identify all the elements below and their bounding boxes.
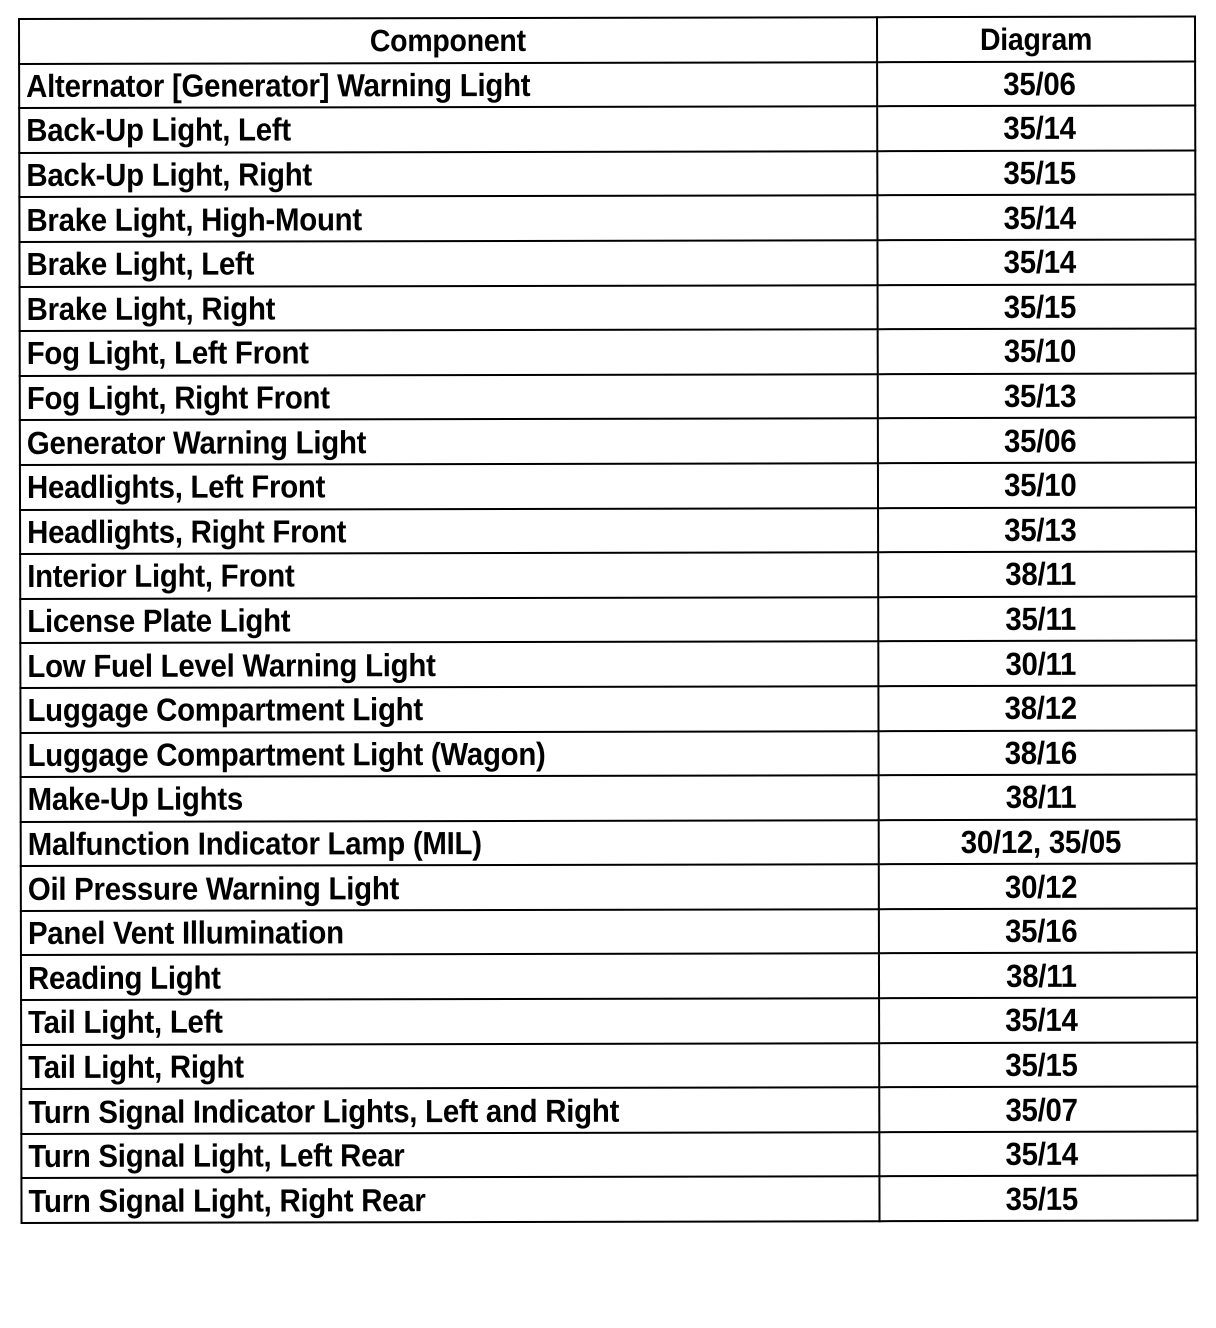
diagram-reference: 38/16 bbox=[1004, 734, 1077, 771]
table-row bbox=[21, 775, 1197, 822]
table-body bbox=[19, 61, 1197, 1223]
table-row bbox=[20, 373, 1196, 420]
cell-diagram bbox=[878, 329, 1196, 374]
cell-diagram bbox=[879, 953, 1197, 998]
diagram-reference: 35/13 bbox=[1003, 511, 1077, 548]
cell-component bbox=[21, 909, 879, 955]
component-name: Turn Signal Indicator Lights, Left and Right bbox=[28, 1092, 620, 1130]
diagram-reference: 35/06 bbox=[1003, 422, 1077, 459]
table-row bbox=[21, 908, 1197, 955]
table-row bbox=[19, 195, 1195, 242]
component-name: Turn Signal Light, Right Rear bbox=[28, 1181, 426, 1219]
table-row bbox=[19, 240, 1195, 287]
cell-diagram bbox=[877, 195, 1195, 240]
cell-component bbox=[20, 642, 878, 688]
cell-diagram bbox=[879, 998, 1197, 1043]
component-name: Interior Light, Front bbox=[27, 557, 295, 595]
cell-component bbox=[19, 240, 877, 286]
cell-diagram bbox=[879, 819, 1197, 864]
diagram-reference: 35/16 bbox=[1004, 912, 1078, 950]
cell-component bbox=[21, 1177, 879, 1223]
cell-diagram bbox=[878, 730, 1196, 775]
cell-component bbox=[21, 864, 879, 910]
diagram-reference: 30/12 bbox=[1004, 868, 1078, 905]
table-row bbox=[21, 1176, 1197, 1223]
table-row bbox=[21, 998, 1197, 1045]
cell-diagram bbox=[878, 418, 1196, 463]
table-row bbox=[20, 284, 1196, 331]
diagram-reference: 35/14 bbox=[1003, 110, 1076, 147]
cell-component bbox=[20, 597, 878, 643]
component-name: Headlights, Left Front bbox=[26, 468, 326, 506]
component-name: Oil Pressure Warning Light bbox=[27, 869, 400, 907]
cell-component bbox=[21, 954, 879, 1000]
cell-component bbox=[20, 285, 878, 331]
component-diagram-table bbox=[18, 16, 1199, 1224]
cell-diagram bbox=[879, 1131, 1197, 1176]
table-row bbox=[21, 1087, 1197, 1134]
component-name: Luggage Compartment Light bbox=[27, 691, 423, 729]
cell-diagram bbox=[879, 775, 1197, 820]
column-header-diagram-label: Diagram bbox=[979, 21, 1093, 57]
cell-diagram bbox=[878, 685, 1196, 730]
cell-diagram bbox=[877, 106, 1195, 151]
table-row bbox=[20, 552, 1196, 599]
diagram-reference: 35/14 bbox=[1004, 1002, 1078, 1039]
diagram-reference: 35/15 bbox=[1005, 1180, 1078, 1217]
cell-component bbox=[20, 508, 878, 554]
cell-diagram bbox=[879, 908, 1197, 953]
column-header-diagram bbox=[877, 17, 1195, 62]
cell-diagram bbox=[877, 61, 1195, 106]
component-name: Brake Light, High-Mount bbox=[26, 200, 362, 238]
table-row bbox=[20, 730, 1196, 777]
component-name: Headlights, Right Front bbox=[27, 513, 347, 550]
table-row bbox=[20, 329, 1196, 376]
diagram-reference: 35/14 bbox=[1003, 244, 1076, 281]
cell-component bbox=[21, 1132, 879, 1178]
table-row bbox=[19, 61, 1195, 108]
table-row bbox=[21, 819, 1197, 866]
cell-component bbox=[20, 374, 878, 420]
table-row bbox=[20, 685, 1196, 732]
table-row bbox=[21, 1042, 1197, 1089]
table-row bbox=[20, 641, 1196, 688]
component-name: Malfunction Indicator Lamp (MIL) bbox=[27, 825, 482, 862]
table-row bbox=[20, 462, 1196, 509]
cell-diagram bbox=[879, 1176, 1197, 1221]
diagram-reference: 35/11 bbox=[1004, 600, 1076, 637]
table-row bbox=[21, 864, 1197, 911]
diagram-reference: 30/12, 35/05 bbox=[960, 823, 1121, 861]
diagram-reference: 35/13 bbox=[1003, 377, 1076, 414]
column-header-component-label: Component bbox=[370, 22, 527, 59]
component-name: Back-Up Light, Right bbox=[26, 156, 312, 194]
diagram-reference: 38/12 bbox=[1004, 689, 1077, 727]
diagram-reference: 35/14 bbox=[1005, 1135, 1078, 1173]
component-name: Low Fuel Level Warning Light bbox=[27, 646, 436, 684]
component-name: Panel Vent Illumination bbox=[27, 914, 344, 952]
cell-component bbox=[20, 731, 878, 777]
cell-diagram bbox=[877, 150, 1195, 195]
cell-diagram bbox=[878, 462, 1196, 507]
table-row bbox=[19, 106, 1195, 153]
cell-diagram bbox=[879, 864, 1197, 909]
component-name: Make-Up Lights bbox=[27, 780, 243, 818]
diagram-reference: 38/11 bbox=[1004, 556, 1076, 593]
diagram-reference: 35/15 bbox=[1005, 1046, 1078, 1083]
component-diagram-sheet bbox=[18, 18, 1198, 1224]
component-name: Fog Light, Left Front bbox=[26, 334, 309, 372]
diagram-reference: 35/06 bbox=[1002, 65, 1076, 102]
cell-component bbox=[19, 106, 877, 152]
diagram-reference: 35/10 bbox=[1003, 333, 1076, 370]
table-row bbox=[21, 953, 1197, 1000]
column-header-component bbox=[19, 17, 877, 63]
cell-component bbox=[20, 419, 878, 465]
table-row bbox=[20, 418, 1196, 465]
cell-component bbox=[21, 1043, 879, 1089]
cell-component bbox=[19, 62, 877, 108]
component-name: Tail Light, Right bbox=[28, 1048, 244, 1085]
component-name: Turn Signal Light, Left Rear bbox=[28, 1137, 405, 1175]
component-name: License Plate Light bbox=[27, 602, 291, 639]
cell-diagram bbox=[879, 1042, 1197, 1087]
table-row bbox=[21, 1131, 1197, 1178]
diagram-reference: 35/15 bbox=[1003, 154, 1076, 192]
component-name: Reading Light bbox=[27, 959, 221, 996]
cell-diagram bbox=[879, 1087, 1197, 1132]
cell-diagram bbox=[878, 284, 1196, 329]
cell-diagram bbox=[878, 641, 1196, 686]
cell-diagram bbox=[878, 596, 1196, 641]
table-row bbox=[19, 150, 1195, 197]
diagram-reference: 38/11 bbox=[1005, 957, 1077, 994]
diagram-reference: 30/11 bbox=[1004, 645, 1076, 682]
cell-diagram bbox=[877, 240, 1195, 285]
component-name: Tail Light, Left bbox=[28, 1003, 223, 1041]
cell-component bbox=[19, 196, 877, 242]
cell-component bbox=[20, 686, 878, 732]
component-name: Fog Light, Right Front bbox=[26, 379, 330, 417]
diagram-reference: 35/14 bbox=[1003, 199, 1076, 236]
component-name: Alternator [Generator] Warning Light bbox=[26, 66, 531, 104]
cell-diagram bbox=[878, 373, 1196, 418]
cell-diagram bbox=[878, 552, 1196, 597]
component-name: Back-Up Light, Left bbox=[26, 111, 291, 149]
cell-component bbox=[21, 820, 879, 866]
cell-component bbox=[20, 552, 878, 598]
diagram-reference: 38/11 bbox=[1005, 779, 1077, 816]
component-name: Luggage Compartment Light (Wagon) bbox=[27, 735, 546, 773]
component-name: Brake Light, Right bbox=[26, 290, 276, 327]
cell-component bbox=[20, 463, 878, 509]
table-row bbox=[20, 507, 1196, 554]
table-header-row bbox=[19, 17, 1195, 64]
table-row bbox=[20, 596, 1196, 643]
cell-component bbox=[19, 151, 877, 197]
component-name: Brake Light, Left bbox=[26, 245, 255, 283]
cell-component bbox=[21, 1087, 879, 1133]
diagram-reference: 35/10 bbox=[1003, 467, 1077, 504]
cell-component bbox=[21, 775, 879, 821]
diagram-reference: 35/07 bbox=[1005, 1091, 1078, 1128]
component-name: Generator Warning Light bbox=[26, 423, 367, 461]
cell-component bbox=[20, 329, 878, 375]
diagram-reference: 35/15 bbox=[1003, 288, 1076, 325]
cell-component bbox=[21, 998, 879, 1044]
cell-diagram bbox=[878, 507, 1196, 552]
